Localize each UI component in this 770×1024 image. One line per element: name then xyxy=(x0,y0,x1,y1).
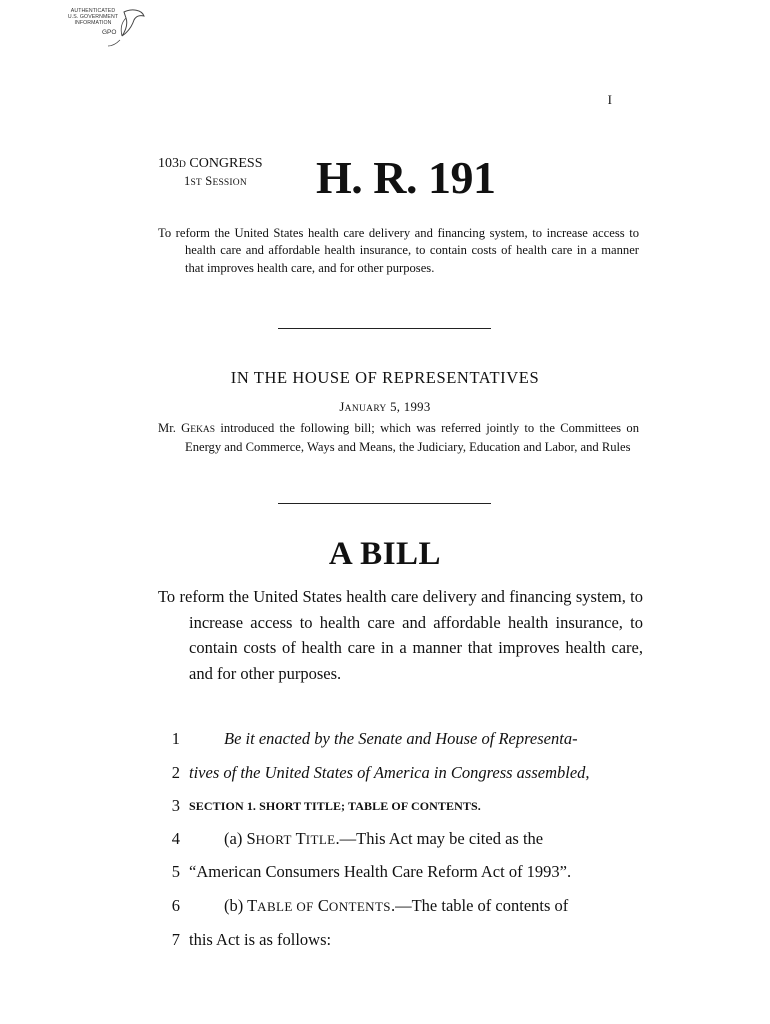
session-ordinal: ST xyxy=(190,178,202,188)
page-number: I xyxy=(607,92,612,107)
subsection-title-first: S xyxy=(246,829,256,848)
congress-label xyxy=(158,156,263,173)
subsection-title-rest-2: ITLE xyxy=(305,832,336,847)
subsection-text: .—This Act may be cited as the xyxy=(335,829,544,848)
section-heading: SECTION 1. SHORT TITLE; TABLE OF CONTENTS. xyxy=(189,799,481,813)
line-number: 7 xyxy=(171,930,180,949)
seal-line-authenticated: AUTHENTICATED xyxy=(70,8,116,14)
bill-purpose-full: To reform the United States health care delivery and financing system, to increase access to health care and affordable health insurance, to contain costs of health care in a manner that improves health care, and for other purposes. xyxy=(158,587,643,683)
introduction-statement xyxy=(158,420,639,457)
line-number: 1 xyxy=(171,729,180,748)
short-title-line xyxy=(224,829,612,850)
referral-text: introduced the following bill; which was referred jointly to the Committees on Energy and Commerce, Ways and Means, the Judiciary, Education and Labor, and Rules xyxy=(185,421,639,455)
table-of-contents-text-line: this Act is as follows: xyxy=(189,930,332,949)
line-number: 3 xyxy=(171,796,180,815)
line-number: 2 xyxy=(171,763,180,782)
subsection-text: .—The table of contents of xyxy=(390,896,569,915)
gpo-authentication-seal xyxy=(62,6,146,48)
bill-purpose-summary: To reform the United States health care delivery and financing system, to increase access to health care and affordable health insurance, to contain costs of health care in a manner that improves health care, and for other purposes. xyxy=(158,226,639,275)
session-word-first: S xyxy=(205,174,213,188)
date-day-year: 5, 1993 xyxy=(390,400,431,414)
enacting-clause-line: tives of the United States of America in Congress assembled, xyxy=(189,763,590,782)
table-of-contents-line xyxy=(224,896,612,917)
congress-word: CONGRESS xyxy=(189,156,263,171)
line-number: 5 xyxy=(171,862,180,881)
sponsor-rest: EKAS xyxy=(190,425,216,435)
session-number: 1 xyxy=(184,174,191,188)
chamber-heading: IN THE HOUSE OF REPRESENTATIVES xyxy=(230,368,540,387)
subsection-title-rest: ABLE OF xyxy=(257,899,314,914)
congress-number: 103 xyxy=(158,156,179,171)
short-title-text-line: “American Consumers Health Care Reform Act of 1993”. xyxy=(189,862,572,881)
date-month-first: J xyxy=(339,400,345,414)
subsection-title-rest: HORT xyxy=(255,832,292,847)
sponsor-first: G xyxy=(181,421,191,435)
introduction-date xyxy=(158,400,612,415)
line-number: 6 xyxy=(171,896,180,915)
date-month-rest: ANUARY xyxy=(344,404,387,414)
subsection-title-first: T xyxy=(247,896,258,915)
enacting-clause-line: Be it enacted by the Senate and House of Representa- xyxy=(224,729,578,748)
sponsor-prefix: Mr. xyxy=(158,421,182,435)
subsection-title-first-2: C xyxy=(313,896,329,915)
subsection-title-first-2: T xyxy=(291,829,306,848)
session-label xyxy=(184,174,247,190)
seal-line-information: INFORMATION xyxy=(74,20,112,26)
divider-rule xyxy=(278,328,491,329)
bill-number: H. R. 191 xyxy=(316,152,496,203)
divider-rule xyxy=(278,503,491,504)
subsection-label: (b) xyxy=(224,896,248,915)
line-number: 4 xyxy=(171,829,180,848)
subsection-label: (a) xyxy=(224,829,247,848)
congress-suffix: D xyxy=(179,160,186,170)
session-word-rest: ESSION xyxy=(212,178,247,188)
subsection-title-rest-2: ONTENTS xyxy=(328,899,391,914)
seal-gpo-label: GPO xyxy=(102,29,117,36)
seal-line-government: U.S. GOVERNMENT xyxy=(67,14,119,20)
a-bill-heading: A BILL xyxy=(328,536,442,572)
